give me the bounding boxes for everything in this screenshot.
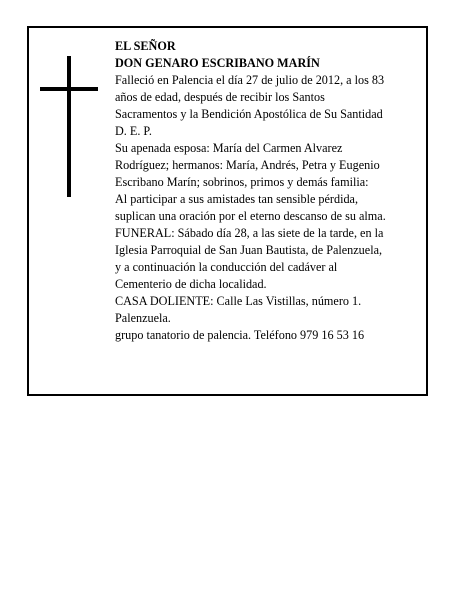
obituary-notice: [27, 26, 428, 396]
cross-vertical-bar: [67, 56, 71, 197]
deceased-name: DON GENARO ESCRIBANO MARÍN: [115, 56, 320, 70]
casa-doliente-line: CASA DOLIENTE: Calle Las Vistillas, número 1.: [115, 294, 362, 308]
funeral-line: FUNERAL: Sábado día 28, a las siete de la tarde, en la: [115, 226, 384, 240]
notice-line: y a continuación la conducción del cadáver al: [115, 260, 338, 274]
notice-line: Sacramentos y la Bendición Apostólica de Su Santidad: [115, 107, 383, 121]
notice-line: años de edad, después de recibir los Santos: [115, 90, 325, 104]
notice-line: Iglesia Parroquial de San Juan Bautista, de Palenzuela,: [115, 243, 383, 257]
notice-line: D. E. P.: [115, 124, 152, 138]
notice-line: Escribano Marín; sobrinos, primos y demás familia:: [115, 175, 369, 189]
notice-line: Su apenada esposa: María del Carmen Alvarez: [115, 141, 343, 155]
notice-line: suplican una oración por el eterno descanso de su alma.: [115, 209, 386, 223]
notice-text: [115, 38, 425, 344]
notice-line: Al participar a sus amistades tan sensible pérdida,: [115, 192, 359, 206]
notice-line: Palenzuela.: [115, 311, 171, 325]
contact-line: grupo tanatorio de palencia. Teléfono 979 16 53 16: [115, 328, 365, 342]
notice-line: Rodríguez; hermanos: María, Andrés, Petra y Eugenio: [115, 158, 380, 172]
cross-horizontal-bar: [40, 87, 98, 91]
notice-line: Falleció en Palencia el día 27 de julio de 2012, a los 83: [115, 73, 385, 87]
notice-line: Cementerio de dicha localidad.: [115, 277, 267, 291]
deceased-title: EL SEÑOR: [115, 39, 176, 53]
